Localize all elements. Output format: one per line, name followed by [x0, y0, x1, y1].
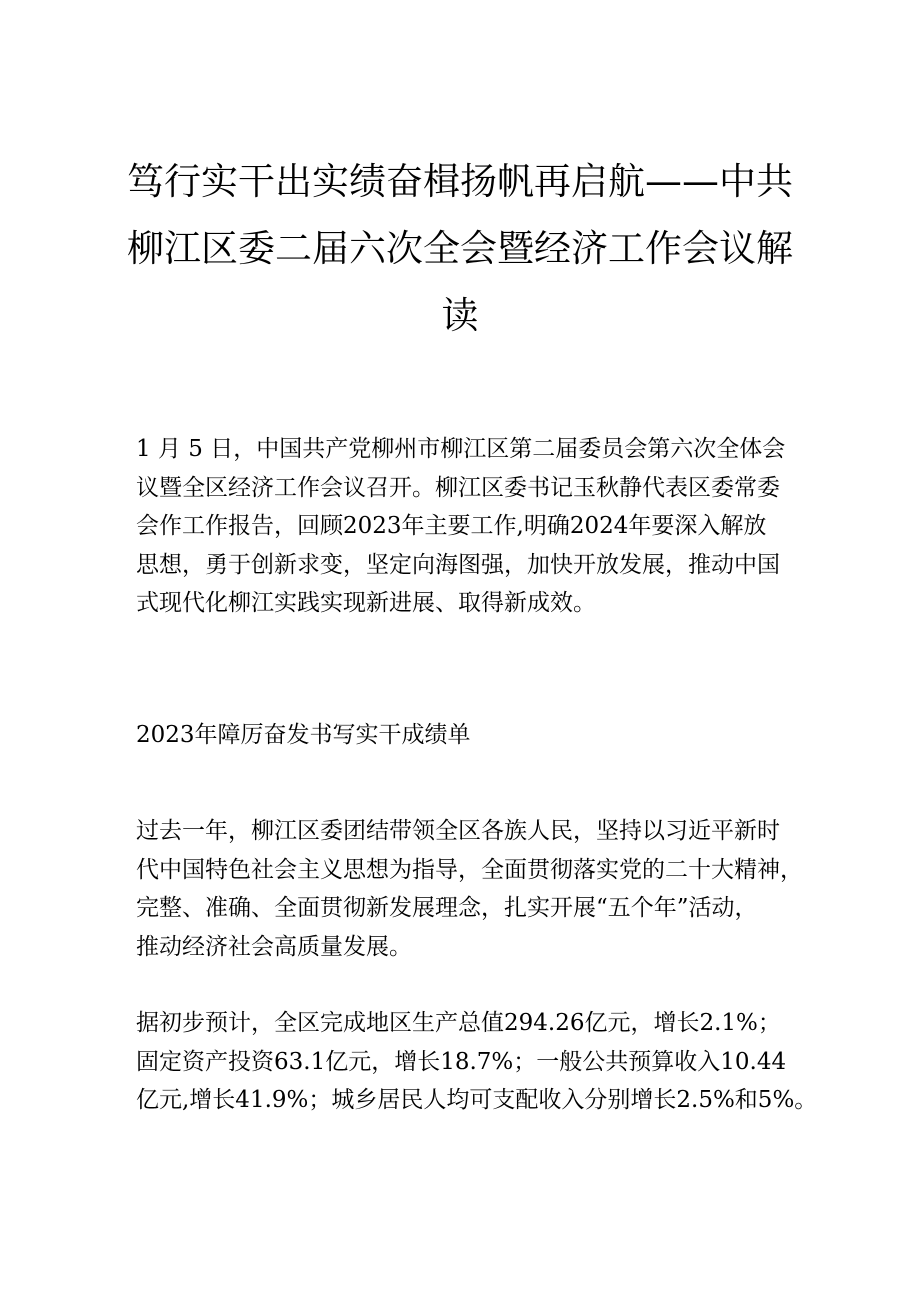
stats-paragraph: [136, 1004, 818, 1120]
intro-paragraph: [136, 430, 796, 623]
paragraph-line: 过去一年，柳江区委团结带领全区各族人民，坚持以习近平新时: [136, 818, 780, 844]
paragraph-line: 固定资产投资63.1亿元，增长18.7%；一般公共预算收入10.44: [136, 1048, 787, 1075]
title-line: 读: [441, 294, 479, 337]
paragraph-line: 式现代化柳江实践实现新进展、取得新成效。: [136, 590, 596, 616]
past-year-paragraph: [136, 812, 803, 966]
title-line: 柳江区委二届六次全会暨经济工作会议解: [127, 227, 793, 270]
paragraph-line: 会作工作报告，回顾2023年主要工作,明确2024年要深入解放: [136, 513, 767, 539]
title-line: 笃行实干出实绩奋楫扬帆再启航——中共: [127, 160, 793, 203]
section-heading: 2023年障厉奋发书写实干成绩单: [136, 722, 471, 748]
paragraph-line: 据初步预计，全区完成地区生产总值294.26亿元，增长2.1%；: [136, 1010, 781, 1036]
paragraph-line: 完整、准确、全面贯彻新发展理念，扎实开展“五个年”活动，: [136, 895, 758, 921]
document-title: [120, 148, 800, 349]
paragraph-line: 代中国特色社会主义思想为指导，全面贯彻落实党的二十大精神，: [136, 856, 803, 883]
paragraph-line: 亿元,增长41.9%；城乡居民人均可支配收入分别增长2.5%和5%。: [136, 1087, 818, 1113]
paragraph-line: 1 月 5 日，中国共产党柳州市柳江区第二届委员会第六次全体会: [136, 436, 786, 462]
paragraph-line: 推动经济社会高质量发展。: [136, 933, 412, 960]
paragraph-line: 思想，勇于创新求变，坚定向海图强，加快开放发展，推动中国: [136, 551, 780, 578]
paragraph-line: 议暨全区经济工作会议召开。柳江区委书记玉秋静代表区委常委: [136, 474, 780, 501]
